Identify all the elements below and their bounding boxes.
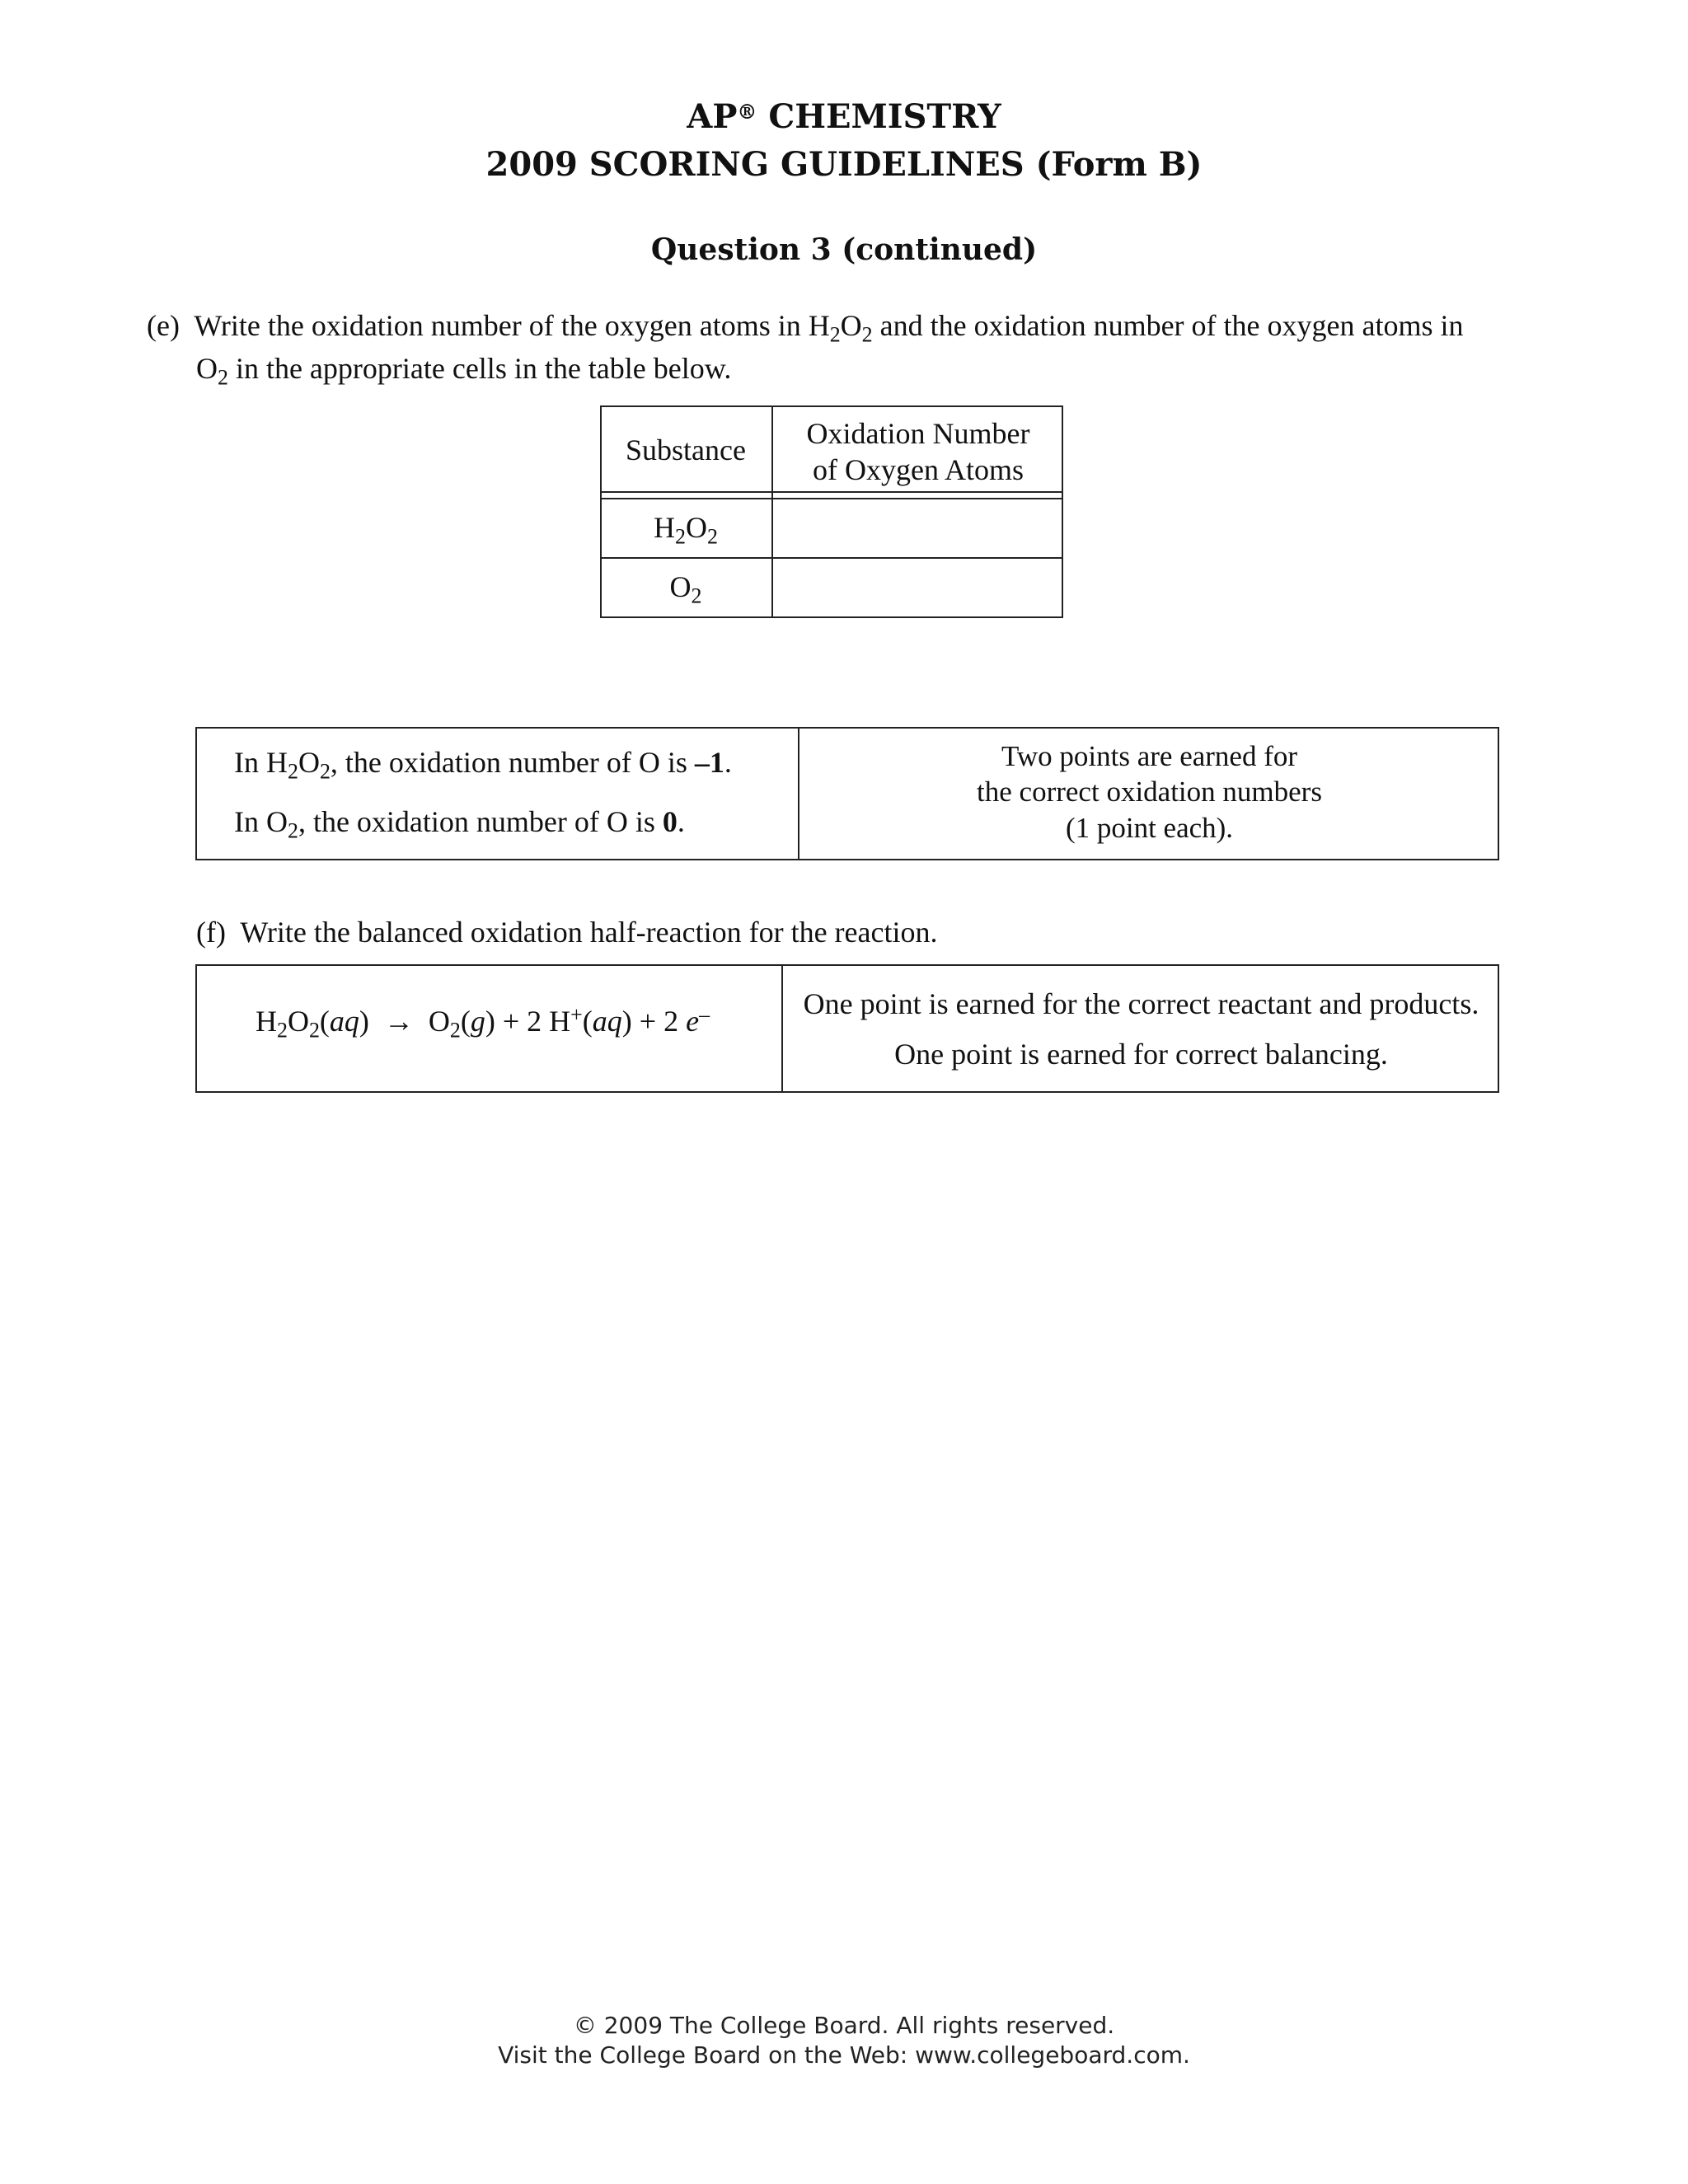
scoring-e-line2: the correct oxidation numbers	[977, 776, 1322, 808]
table-header-oxidation-1: Oxidation Number	[806, 417, 1030, 450]
page-subtitle: 2009 SCORING GUIDELINES (Form B)	[485, 145, 1203, 184]
table-header-oxidation-2: of Oxygen Atoms	[813, 453, 1024, 486]
answer-o2: In $O_2$, the oxidation number of O is 0.	[234, 805, 685, 843]
scoring-f	[783, 979, 1499, 1080]
answer-1-value: –1	[694, 746, 724, 779]
title-chem: CHEMISTRY	[768, 97, 1001, 136]
half-reaction-equation: $H_2O_2(aq) \to O_2(g) + 2$ H+(aq) + 2 e–	[256, 1002, 710, 1043]
answer-h2o2: In $H_2O_2$, the oxidation number of O is –1.	[234, 746, 732, 784]
part-e-text-2: and the oxidation number of the oxygen atoms in	[879, 309, 1464, 342]
scoring-e	[799, 738, 1499, 846]
part-e-prompt: (e) Write the oxidation number of the oxygen atoms in $H_2O_2$ and the oxidation number of the oxygen atoms in	[147, 309, 1464, 347]
part-e-label: (e)	[147, 309, 180, 342]
part-e-prompt-line2: $O_2$ in the appropriate cells in the table below.	[196, 352, 732, 390]
answer-1-text: , the oxidation number of O is	[330, 746, 687, 779]
part-e-text-3: in the appropriate cells in the table below.	[235, 352, 732, 385]
part-f-label: (f)	[196, 916, 226, 949]
part-f-text: Write the balanced oxidation half-reaction for the reaction.	[240, 916, 938, 949]
scoring-e-line3: (1 point each).	[1065, 811, 1234, 844]
page-title	[0, 97, 1688, 136]
title-ap: AP	[687, 97, 738, 136]
table-row-h2o2: $H_2O_2$	[654, 511, 718, 549]
footer	[0, 2011, 1688, 2071]
table-header-rule-2	[600, 498, 1063, 499]
footer-copyright: © 2009 The College Board. All rights reserved.	[573, 2012, 1115, 2039]
answer-2-text: , the oxidation number of O is	[298, 805, 655, 838]
part-e-text-1: Write the oxidation number of the oxygen atoms in	[194, 309, 801, 342]
footer-website: Visit the College Board on the Web: www.collegeboard.com.	[498, 2041, 1190, 2069]
table-header-rule-1	[600, 491, 1063, 493]
question-title: Question 3 (continued)	[650, 232, 1038, 267]
answer-2-prefix: In	[234, 805, 259, 838]
table-header-substance: Substance	[626, 434, 746, 466]
table-row-rule	[600, 557, 1063, 559]
scoring-f-line1: One point is earned for the correct reactant and products.	[803, 987, 1479, 1020]
registered-mark: ®	[737, 100, 757, 124]
part-f-prompt	[196, 913, 1498, 952]
scoring-e-line1: Two points are earned for	[1001, 740, 1298, 772]
table-row-o2: $O_2$	[669, 570, 702, 608]
answer-2-value: 0	[662, 805, 678, 838]
answer-1-prefix: In	[234, 746, 259, 779]
scoring-f-line2: One point is earned for correct balancing.	[894, 1038, 1388, 1071]
